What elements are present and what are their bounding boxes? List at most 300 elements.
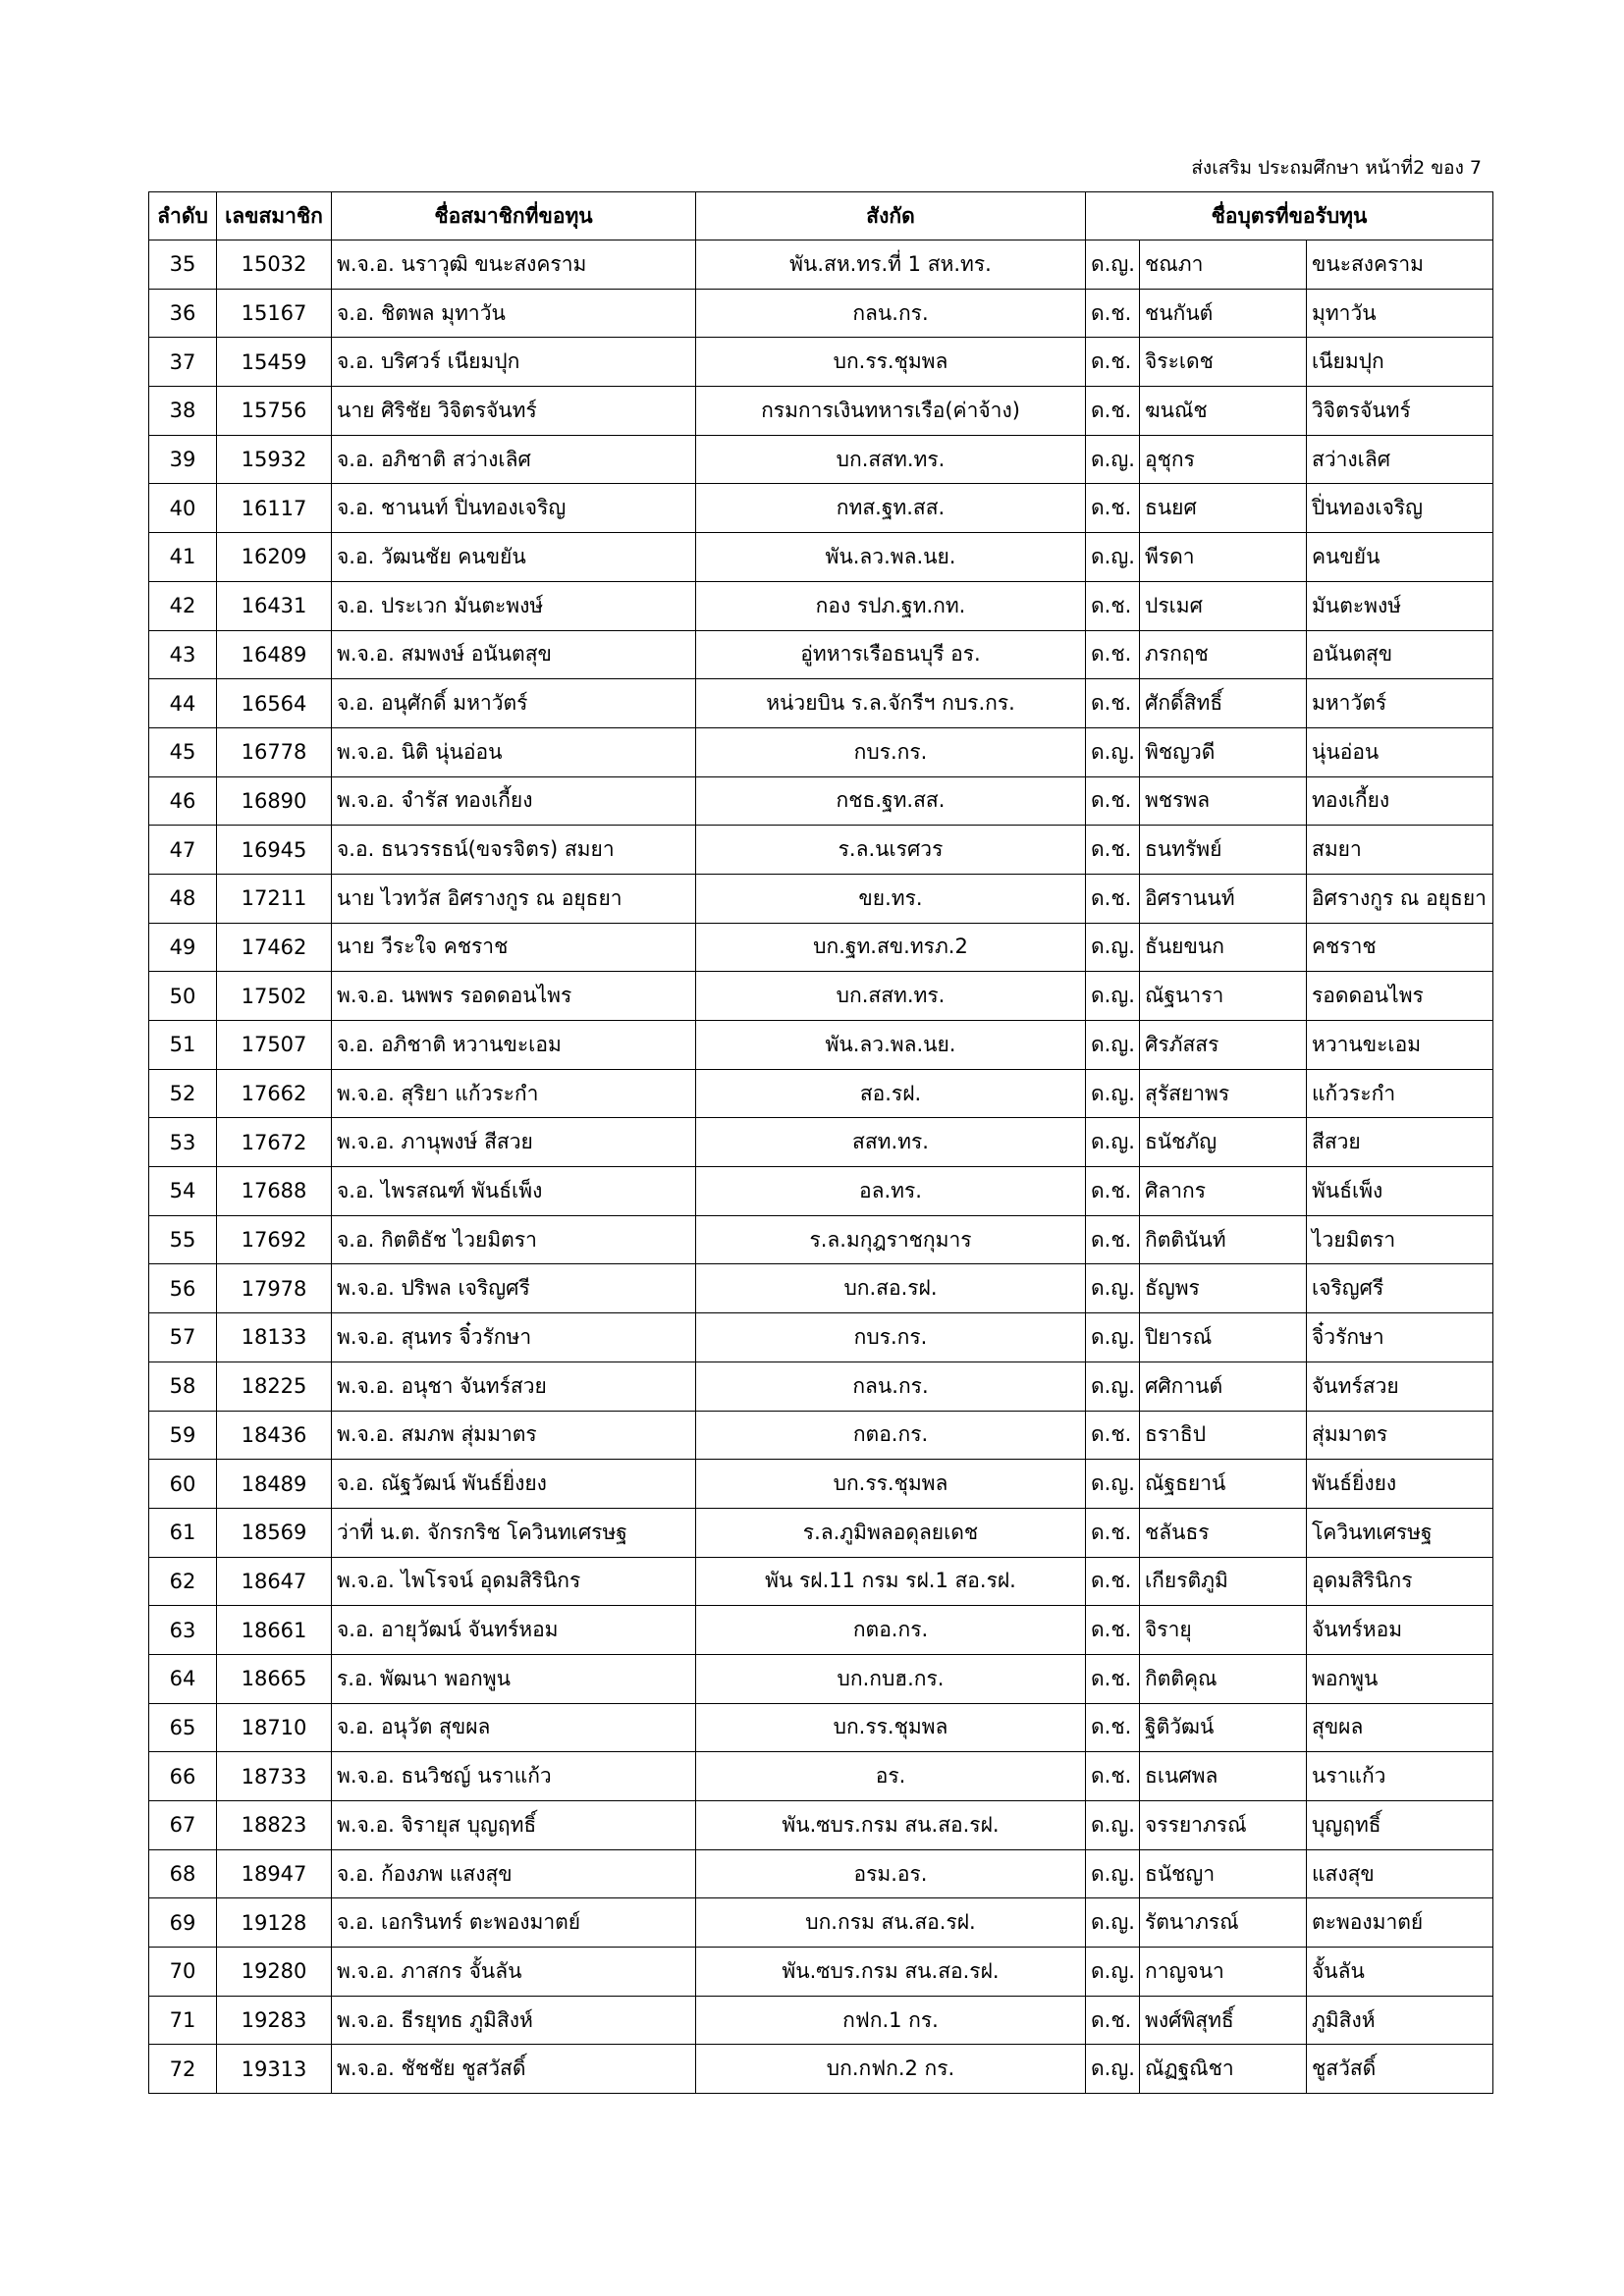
child-last-name: พันธ์ยิ่งยง [1307,1460,1493,1509]
row-number: 63 [149,1606,217,1655]
unit: กลน.กร. [696,1362,1086,1411]
table-row [149,1460,1493,1509]
child-prefix: ด.ญ. [1086,1264,1140,1313]
child-first-name: ศิลากร [1140,1167,1307,1216]
unit: อร. [696,1752,1086,1801]
row-number: 60 [149,1460,217,1509]
child-prefix: ด.ญ. [1086,1313,1140,1362]
table-row [149,581,1493,630]
member-name: จ.อ. ชานนท์ ปิ่นทองเจริญ [332,484,696,533]
child-prefix: ด.ช. [1086,581,1140,630]
table-row [149,630,1493,679]
unit: บก.สสท.ทร. [696,435,1086,484]
child-prefix: ด.ช. [1086,289,1140,338]
row-number: 54 [149,1167,217,1216]
member-name: พ.จ.อ. จำรัส ทองเกี้ยง [332,776,696,826]
member-id: 18733 [217,1752,332,1801]
table-row [149,533,1493,582]
unit: พัน.สห.ทร.ที่ 1 สห.ทร. [696,240,1086,290]
member-name: พ.จ.อ. นิติ นุ่นอ่อน [332,727,696,776]
member-id: 16431 [217,581,332,630]
unit: พัน รฝ.11 กรม รฝ.1 สอ.รฝ. [696,1557,1086,1606]
table-row [149,1411,1493,1460]
child-last-name: สุขผล [1307,1703,1493,1752]
unit: หน่วยบิน ร.ล.จักรีฯ กบร.กร. [696,679,1086,728]
child-prefix: ด.ญ. [1086,1801,1140,1850]
member-name: จ.อ. อภิชาติ หวานขะเอม [332,1021,696,1070]
child-prefix: ด.ช. [1086,1606,1140,1655]
table-row [149,338,1493,387]
row-number: 61 [149,1508,217,1557]
member-id: 17662 [217,1069,332,1118]
table-row [149,1118,1493,1167]
child-first-name: ฆนณัช [1140,387,1307,436]
unit: ร.ล.มกุฎราชกุมาร [696,1215,1086,1264]
member-name: พ.จ.อ. ธนวิชญ์ นราแก้ว [332,1752,696,1801]
child-first-name: ศิรภัสสร [1140,1021,1307,1070]
member-id: 17978 [217,1264,332,1313]
child-prefix: ด.ญ. [1086,1021,1140,1070]
child-first-name: พีรดา [1140,533,1307,582]
child-last-name: โควินทเศรษฐ [1307,1508,1493,1557]
child-prefix: ด.ญ. [1086,533,1140,582]
member-id: 15932 [217,435,332,484]
child-prefix: ด.ญ. [1086,240,1140,290]
member-id: 15032 [217,240,332,290]
row-number: 62 [149,1557,217,1606]
table-row [149,1606,1493,1655]
child-prefix: ด.ญ. [1086,1069,1140,1118]
table-row [149,289,1493,338]
child-last-name: รอดดอนไพร [1307,972,1493,1021]
child-prefix: ด.ญ. [1086,1948,1140,1997]
unit: กบร.กร. [696,727,1086,776]
child-last-name: สว่างเลิศ [1307,435,1493,484]
table-body [149,240,1493,2094]
row-number: 70 [149,1948,217,1997]
row-number: 42 [149,581,217,630]
child-last-name: คชราช [1307,923,1493,972]
header-unit: สังกัด [696,192,1086,240]
child-first-name: รัตนาภรณ์ [1140,1898,1307,1948]
row-number: 40 [149,484,217,533]
member-name: จ.อ. ชิตพล มุทาวัน [332,289,696,338]
member-name: จ.อ. ณัฐวัฒน์ พันธ์ยิ่งยง [332,1460,696,1509]
child-first-name: ธนัชญา [1140,1849,1307,1898]
member-name: จ.อ. บริศวร์ เนียมปุก [332,338,696,387]
member-name: นาย ศิริชัย วิจิตรจันทร์ [332,387,696,436]
member-name: พ.จ.อ. อนุชา จันทร์สวย [332,1362,696,1411]
member-id: 18133 [217,1313,332,1362]
member-id: 16778 [217,727,332,776]
child-first-name: ศศิกานต์ [1140,1362,1307,1411]
child-first-name: กิตตินันท์ [1140,1215,1307,1264]
row-number: 56 [149,1264,217,1313]
member-id: 18661 [217,1606,332,1655]
member-name: พ.จ.อ. จิรายุส บุญฤทธิ์ [332,1801,696,1850]
page-header: ส่งเสริม ประถมศึกษา หน้าที่2 ของ 7 [1191,157,1482,179]
table-row [149,1508,1493,1557]
child-last-name: สีสวย [1307,1118,1493,1167]
member-name: นาย วีระใจ คชราช [332,923,696,972]
child-prefix: ด.ช. [1086,1215,1140,1264]
child-first-name: ธนทรัพย์ [1140,826,1307,875]
row-number: 44 [149,679,217,728]
table-row [149,1215,1493,1264]
header-member-name: ชื่อสมาชิกที่ขอทุน [332,192,696,240]
row-number: 65 [149,1703,217,1752]
child-first-name: ศักดิ์สิทธิ์ [1140,679,1307,728]
row-number: 58 [149,1362,217,1411]
child-first-name: สุรัสยาพร [1140,1069,1307,1118]
child-last-name: สมยา [1307,826,1493,875]
child-prefix: ด.ช. [1086,1557,1140,1606]
header-member-id: เลขสมาชิก [217,192,332,240]
child-prefix: ด.ญ. [1086,923,1140,972]
member-name: จ.อ. อายุวัฒน์ จันทร์หอม [332,1606,696,1655]
table-row [149,484,1493,533]
row-number: 52 [149,1069,217,1118]
child-first-name: จิรายุ [1140,1606,1307,1655]
unit: ขย.ทร. [696,874,1086,923]
member-id: 18710 [217,1703,332,1752]
table-row [149,923,1493,972]
unit: อู่ทหารเรือธนบุรี อร. [696,630,1086,679]
child-prefix: ด.ญ. [1086,1460,1140,1509]
child-prefix: ด.ญ. [1086,2045,1140,2094]
member-id: 15459 [217,338,332,387]
table-row [149,240,1493,290]
table-row [149,1069,1493,1118]
child-prefix: ด.ช. [1086,484,1140,533]
child-prefix: ด.ช. [1086,1508,1140,1557]
member-name: นาย ไวทวัส อิศรางกูร ณ อยุธยา [332,874,696,923]
child-first-name: ณัฏฐณิชา [1140,2045,1307,2094]
member-name: จ.อ. อนุวัต สุขผล [332,1703,696,1752]
child-first-name: ธเนศพล [1140,1752,1307,1801]
table-row [149,1703,1493,1752]
child-first-name: พงศ์พิสุทธิ์ [1140,1996,1307,2045]
member-name: พ.จ.อ. สุนทร จิ๋วรักษา [332,1313,696,1362]
member-name: พ.จ.อ. ภาสกร จั้นลัน [332,1948,696,1997]
row-number: 66 [149,1752,217,1801]
child-last-name: ตะพองมาตย์ [1307,1898,1493,1948]
unit: บก.กฟก.2 กร. [696,2045,1086,2094]
child-prefix: ด.ช. [1086,826,1140,875]
member-id: 18823 [217,1801,332,1850]
row-number: 49 [149,923,217,972]
table-row [149,1898,1493,1948]
unit: บก.รร.ชุมพล [696,1703,1086,1752]
unit: ร.ล.ภูมิพลอดุลยเดช [696,1508,1086,1557]
row-number: 69 [149,1898,217,1948]
member-name: จ.อ. ก้องภพ แสงสุข [332,1849,696,1898]
child-prefix: ด.ญ. [1086,1849,1140,1898]
child-prefix: ด.ญ. [1086,1118,1140,1167]
unit: ร.ล.นเรศวร [696,826,1086,875]
child-prefix: ด.ช. [1086,874,1140,923]
unit: พัน.ลว.พล.นย. [696,1021,1086,1070]
unit: พัน.ซบร.กรม สน.สอ.รฝ. [696,1801,1086,1850]
member-id: 16945 [217,826,332,875]
member-id: 17692 [217,1215,332,1264]
child-last-name: อนันตสุข [1307,630,1493,679]
unit: บก.รร.ชุมพล [696,1460,1086,1509]
child-prefix: ด.ช. [1086,679,1140,728]
table-row [149,727,1493,776]
row-number: 46 [149,776,217,826]
child-last-name: ภูมิสิงห์ [1307,1996,1493,2045]
unit: กทส.ฐท.สส. [696,484,1086,533]
child-first-name: กิตติคุณ [1140,1654,1307,1703]
child-first-name: ณัฐธยาน์ [1140,1460,1307,1509]
unit: กอง รปภ.ฐท.กท. [696,581,1086,630]
table-row [149,435,1493,484]
unit: บก.กรม สน.สอ.รฝ. [696,1898,1086,1948]
member-name: จ.อ. วัฒนชัย คนขยัน [332,533,696,582]
row-number: 45 [149,727,217,776]
member-id: 17688 [217,1167,332,1216]
member-id: 18225 [217,1362,332,1411]
child-first-name: พิชญวดี [1140,727,1307,776]
table-row [149,679,1493,728]
child-last-name: จั้นลัน [1307,1948,1493,1997]
row-number: 47 [149,826,217,875]
table-row [149,1264,1493,1313]
unit: พัน.ลว.พล.นย. [696,533,1086,582]
row-number: 37 [149,338,217,387]
member-id: 19280 [217,1948,332,1997]
child-first-name: ชลันธร [1140,1508,1307,1557]
child-first-name: ปิยารณ์ [1140,1313,1307,1362]
member-id: 17672 [217,1118,332,1167]
child-last-name: อิศรางกูร ณ อยุธยา [1307,874,1493,923]
table-row [149,1167,1493,1216]
child-first-name: ชณภา [1140,240,1307,290]
unit: กลน.กร. [696,289,1086,338]
row-number: 43 [149,630,217,679]
child-last-name: พอกพูน [1307,1654,1493,1703]
child-prefix: ด.ช. [1086,387,1140,436]
child-prefix: ด.ช. [1086,1411,1140,1460]
child-first-name: เกียรติภูมิ [1140,1557,1307,1606]
table-row [149,1654,1493,1703]
unit: กรมการเงินทหารเรือ(ค่าจ้าง) [696,387,1086,436]
child-last-name: บุญฤทธิ์ [1307,1801,1493,1850]
table-row [149,1849,1493,1898]
member-name: จ.อ. เอกรินทร์ ตะพองมาตย์ [332,1898,696,1948]
unit: บก.กบฮ.กร. [696,1654,1086,1703]
unit: กฟก.1 กร. [696,1996,1086,2045]
member-id: 16117 [217,484,332,533]
child-prefix: ด.ญ. [1086,972,1140,1021]
unit: อล.ทร. [696,1167,1086,1216]
child-first-name: ธัญพร [1140,1264,1307,1313]
row-number: 55 [149,1215,217,1264]
unit: กบร.กร. [696,1313,1086,1362]
member-id: 18489 [217,1460,332,1509]
member-name: จ.อ. ธนวรรธน์(ขจรจิตร) สมยา [332,826,696,875]
child-prefix: ด.ช. [1086,1654,1140,1703]
member-name: จ.อ. อภิชาติ สว่างเลิศ [332,435,696,484]
child-first-name: จรรยาภรณ์ [1140,1801,1307,1850]
member-id: 16564 [217,679,332,728]
child-last-name: ปิ่นทองเจริญ [1307,484,1493,533]
child-first-name: ณัฐนารา [1140,972,1307,1021]
child-prefix: ด.ช. [1086,776,1140,826]
child-prefix: ด.ญ. [1086,435,1140,484]
member-name: ร.อ. พัฒนา พอกพูน [332,1654,696,1703]
member-id: 17507 [217,1021,332,1070]
member-name: พ.จ.อ. ไพโรจน์ อุดมสิรินิกร [332,1557,696,1606]
table-row [149,826,1493,875]
member-name: จ.อ. ไพรสณฑ์ พันธ์เพ็ง [332,1167,696,1216]
child-last-name: ไวยมิตรา [1307,1215,1493,1264]
child-first-name: ธราธิป [1140,1411,1307,1460]
child-first-name: พชรพล [1140,776,1307,826]
child-first-name: อิศรานนท์ [1140,874,1307,923]
header-no: ลำดับ [149,192,217,240]
row-number: 67 [149,1801,217,1850]
row-number: 53 [149,1118,217,1167]
unit: กชธ.ฐท.สส. [696,776,1086,826]
row-number: 48 [149,874,217,923]
child-last-name: ชูสวัสดิ์ [1307,2045,1493,2094]
table-row [149,1362,1493,1411]
member-name: พ.จ.อ. ภานุพงษ์ สีสวย [332,1118,696,1167]
row-number: 57 [149,1313,217,1362]
member-id: 15756 [217,387,332,436]
row-number: 59 [149,1411,217,1460]
child-first-name: กาญจนา [1140,1948,1307,1997]
table-row [149,972,1493,1021]
table-row [149,776,1493,826]
child-prefix: ด.ช. [1086,1996,1140,2045]
child-last-name: อุดมสิรินิกร [1307,1557,1493,1606]
row-number: 41 [149,533,217,582]
child-first-name: ธันยขนก [1140,923,1307,972]
child-last-name: ขนะสงคราม [1307,240,1493,290]
table-row [149,1021,1493,1070]
child-prefix: ด.ญ. [1086,1362,1140,1411]
child-last-name: แก้วระกำ [1307,1069,1493,1118]
child-first-name: ชนกันต์ [1140,289,1307,338]
child-last-name: แสงสุข [1307,1849,1493,1898]
member-id: 19283 [217,1996,332,2045]
unit: อรม.อร. [696,1849,1086,1898]
member-id: 18665 [217,1654,332,1703]
member-name: พ.จ.อ. ธีรยุทธ ภูมิสิงห์ [332,1996,696,2045]
child-last-name: มันตะพงษ์ [1307,581,1493,630]
child-prefix: ด.ญ. [1086,727,1140,776]
child-last-name: เนียมปุก [1307,338,1493,387]
child-last-name: หวานขะเอม [1307,1021,1493,1070]
member-id: 18647 [217,1557,332,1606]
scholarship-table [148,191,1493,2094]
member-id: 16890 [217,776,332,826]
child-first-name: ภรกฤช [1140,630,1307,679]
member-id: 19313 [217,2045,332,2094]
unit: บก.รร.ชุมพล [696,338,1086,387]
member-name: จ.อ. อนุศักดิ์ มหาวัตร์ [332,679,696,728]
child-last-name: คนขยัน [1307,533,1493,582]
child-last-name: จิ๋วรักษา [1307,1313,1493,1362]
child-prefix: ด.ช. [1086,338,1140,387]
table-row [149,1752,1493,1801]
child-last-name: เจริญศรี [1307,1264,1493,1313]
child-prefix: ด.ญ. [1086,1898,1140,1948]
unit: บก.สอ.รฝ. [696,1264,1086,1313]
row-number: 64 [149,1654,217,1703]
table-row [149,1948,1493,1997]
member-name: พ.จ.อ. ปริพล เจริญศรี [332,1264,696,1313]
member-id: 19128 [217,1898,332,1948]
member-name: พ.จ.อ. สมภพ สุ่มมาตร [332,1411,696,1460]
row-number: 50 [149,972,217,1021]
table-row [149,387,1493,436]
child-prefix: ด.ช. [1086,630,1140,679]
child-last-name: จันทร์หอม [1307,1606,1493,1655]
table-row [149,874,1493,923]
unit: กตอ.กร. [696,1606,1086,1655]
child-last-name: พันธ์เพ็ง [1307,1167,1493,1216]
member-name: จ.อ. กิตติธัช ไวยมิตรา [332,1215,696,1264]
unit: สสท.ทร. [696,1118,1086,1167]
member-name: พ.จ.อ. สมพงษ์ อนันตสุข [332,630,696,679]
member-id: 18947 [217,1849,332,1898]
table-row [149,1557,1493,1606]
member-name: พ.จ.อ. ชัชชัย ชูสวัสดิ์ [332,2045,696,2094]
table-row [149,1313,1493,1362]
table-header-row [149,192,1493,240]
child-first-name: ฐิติวัฒน์ [1140,1703,1307,1752]
member-id: 17211 [217,874,332,923]
member-id: 18569 [217,1508,332,1557]
member-id: 18436 [217,1411,332,1460]
member-id: 17462 [217,923,332,972]
child-last-name: นุ่นอ่อน [1307,727,1493,776]
child-last-name: มุทาวัน [1307,289,1493,338]
member-name: พ.จ.อ. นราวุฒิ ขนะสงคราม [332,240,696,290]
child-last-name: วิจิตรจันทร์ [1307,387,1493,436]
member-name: จ.อ. ประเวก มันตะพงษ์ [332,581,696,630]
table-row [149,1996,1493,2045]
member-id: 15167 [217,289,332,338]
child-last-name: มหาวัตร์ [1307,679,1493,728]
child-prefix: ด.ช. [1086,1703,1140,1752]
table-row [149,1801,1493,1850]
child-first-name: ธนยศ [1140,484,1307,533]
child-first-name: อุชุกร [1140,435,1307,484]
table-row [149,2045,1493,2094]
child-first-name: จิระเดช [1140,338,1307,387]
row-number: 71 [149,1996,217,2045]
row-number: 38 [149,387,217,436]
child-prefix: ด.ช. [1086,1752,1140,1801]
child-last-name: นราแก้ว [1307,1752,1493,1801]
member-id: 16489 [217,630,332,679]
unit: กตอ.กร. [696,1411,1086,1460]
child-first-name: ปรเมศ [1140,581,1307,630]
row-number: 36 [149,289,217,338]
row-number: 39 [149,435,217,484]
child-last-name: สุ่มมาตร [1307,1411,1493,1460]
row-number: 68 [149,1849,217,1898]
unit: บก.ฐท.สข.ทรภ.2 [696,923,1086,972]
unit: สอ.รฝ. [696,1069,1086,1118]
header-child-name: ชื่อบุตรที่ขอรับทุน [1086,192,1493,240]
row-number: 35 [149,240,217,290]
